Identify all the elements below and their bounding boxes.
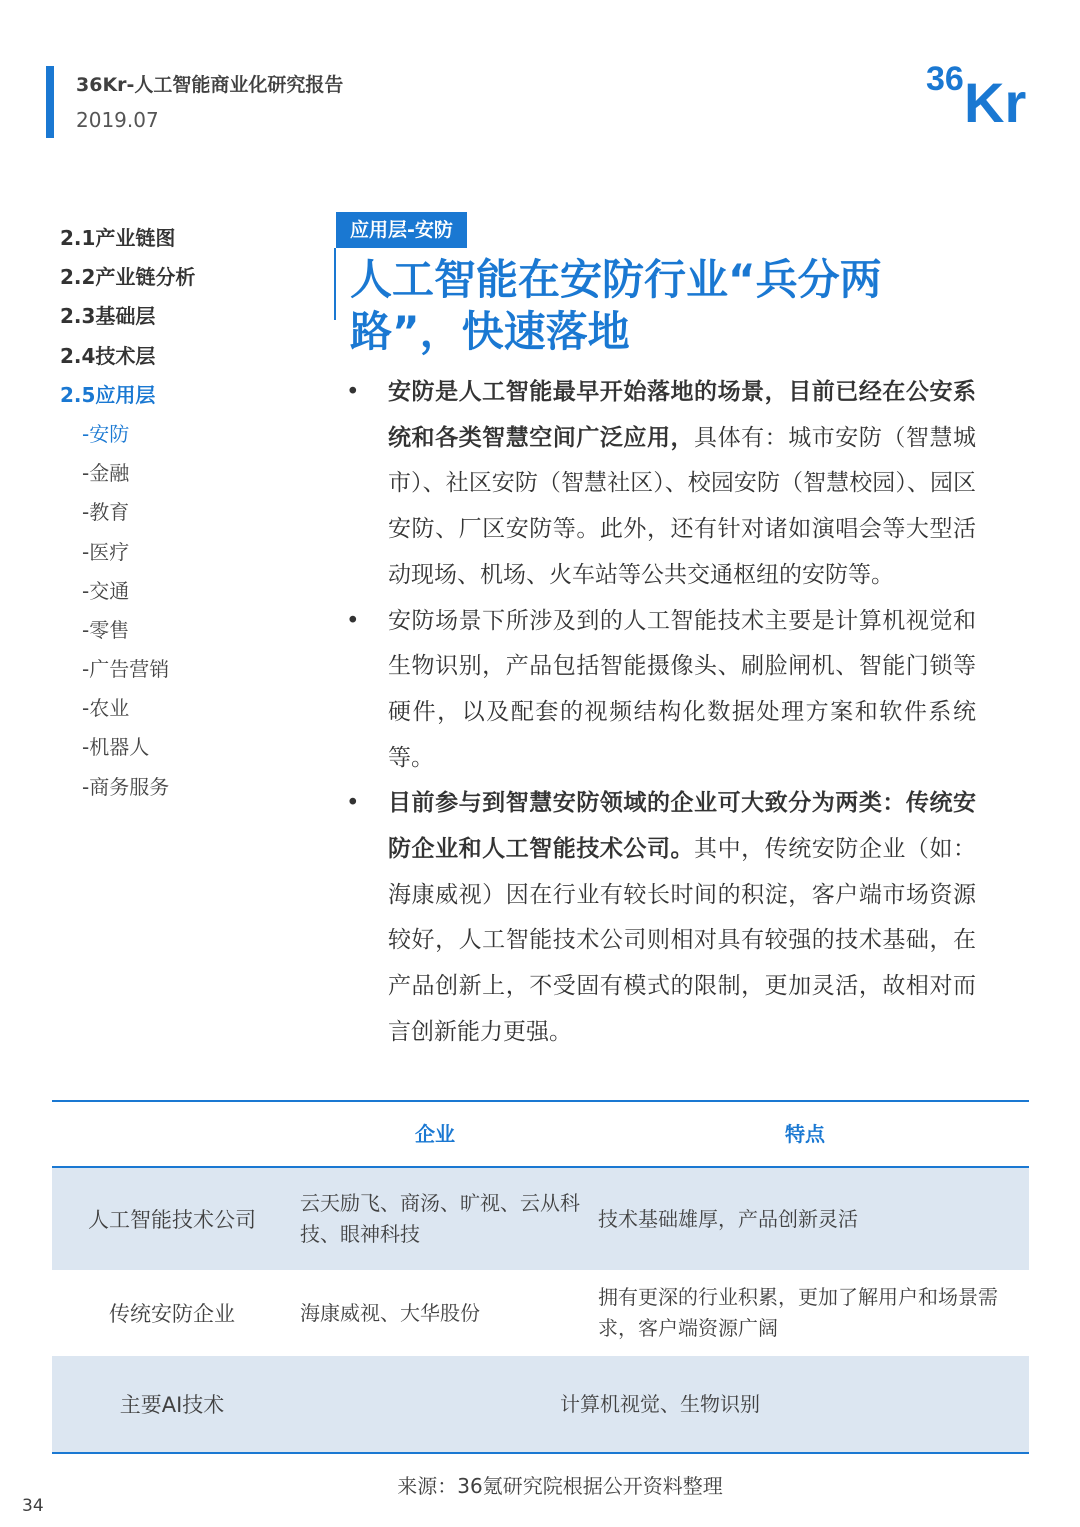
page-title: 人工智能在安防行业“兵分两路”，快速落地 [350, 255, 882, 356]
nav-item-2-1[interactable]: 2.1产业链图 [60, 226, 176, 250]
bullet-body-text: 其中，传统安防企业（如：海康威视）因在行业有较长时间的积淀，客户端市场资源较好，人工智能技术公司则相对具有较强的技术基础，在产品创新上，不受固有模式的限制，更加灵活，故相对而言创新能力更强。 [388, 836, 977, 1045]
side-nav [60, 222, 310, 810]
bullet-item [346, 370, 976, 599]
table-row-label: 主要AI技术 [119, 1393, 225, 1417]
report-title: 36Kr-人工智能商业化研究报告 [76, 74, 344, 96]
page-number: 34 [22, 1496, 44, 1516]
table-row-label: 传统安防企业 [109, 1302, 235, 1326]
nav-sub-agriculture[interactable]: -农业 [82, 696, 130, 721]
nav-item-2-4[interactable]: 2.4技术层 [60, 343, 156, 368]
table-header-row [52, 1100, 1029, 1168]
bullet-list [346, 370, 976, 1056]
bullet-dot: • [346, 607, 360, 634]
bullet-dot: • [346, 790, 360, 817]
table-header-feature: 特点 [785, 1122, 825, 1146]
source-note: 来源：36氪研究院根据公开资料整理 [397, 1474, 723, 1498]
table-row-feature: 技术基础雄厚，产品创新灵活 [598, 1206, 858, 1231]
nav-item-2-5[interactable]: 2.5应用层 [60, 382, 156, 407]
comparison-table [52, 1100, 1029, 1454]
table-row-label: 人工智能技术公司 [88, 1208, 256, 1232]
bullet-text [388, 370, 976, 599]
table-row [52, 1270, 1029, 1356]
nav-item-2-2[interactable]: 2.2产业链分析 [60, 265, 196, 290]
logo-text-large: Kr [964, 71, 1027, 130]
nav-sub-security[interactable]: -安防 [82, 421, 130, 446]
nav-item-2-3[interactable]: 2.3基础层 [60, 304, 156, 329]
bullet-text [388, 781, 976, 1055]
nav-sub-education[interactable]: -教育 [82, 500, 130, 525]
report-date: 2019.07 [76, 108, 159, 132]
nav-sub-retail[interactable]: -零售 [82, 617, 130, 642]
table-row [52, 1356, 1029, 1452]
nav-sub-medical[interactable]: -医疗 [82, 539, 130, 564]
table-row-companies: 海康威视、大华股份 [300, 1300, 480, 1325]
bullet-bold-text: 安防是人工智能最早开始落地的场景，目前已经在公安系统和各类智慧空间广泛应用， [388, 379, 976, 451]
table-header-company: 企业 [415, 1122, 455, 1146]
nav-sub-finance[interactable]: -金融 [82, 461, 130, 486]
table-row-companies: 云天励飞、商汤、旷视、云从科技、眼神科技 [300, 1191, 580, 1246]
36kr-logo [922, 50, 1044, 130]
nav-sub-business-services[interactable]: -商务服务 [82, 774, 170, 799]
logo-text-small: 36 [926, 60, 964, 98]
title-accent-line [334, 248, 336, 320]
bullet-item [346, 599, 976, 782]
table-row [52, 1168, 1029, 1270]
table-row-ai-tech: 计算机视觉、生物识别 [560, 1391, 760, 1416]
bullet-dot: • [346, 379, 360, 405]
section-tag: 应用层-安防 [336, 212, 467, 248]
nav-sub-advertising[interactable]: -广告营销 [82, 657, 170, 682]
nav-sub-robotics[interactable]: -机器人 [82, 735, 150, 760]
table-row-feature: 拥有更深的行业积累，更加了解用户和场景需求，客户端资源广阔 [598, 1285, 998, 1340]
nav-sub-transport[interactable]: -交通 [82, 578, 130, 603]
bullet-body-text: 具体有：城市安防（智慧城市）、社区安防（智慧社区）、校园安防（智慧校园）、园区安防、厂区安防等。此外，还有针对诸如演唱会等大型活动现场、机场、火车站等公共交通枢纽的安防等。 [388, 424, 977, 588]
bullet-body-text: 安防场景下所涉及到的人工智能技术主要是计算机视觉和生物识别，产品包括智能摄像头、刷脸闸机、智能门锁等硬件，以及配套的视频结构化数据处理方案和软件系统等。 [388, 607, 976, 771]
header-accent-bar [46, 66, 54, 138]
bullet-text [388, 599, 976, 782]
bullet-bold-text: 目前参与到智慧安防领域的企业可大致分为两类：传统安防企业和人工智能技术公司。 [388, 790, 976, 863]
bullet-item [346, 781, 976, 1055]
table-bottom-border [52, 1452, 1029, 1454]
